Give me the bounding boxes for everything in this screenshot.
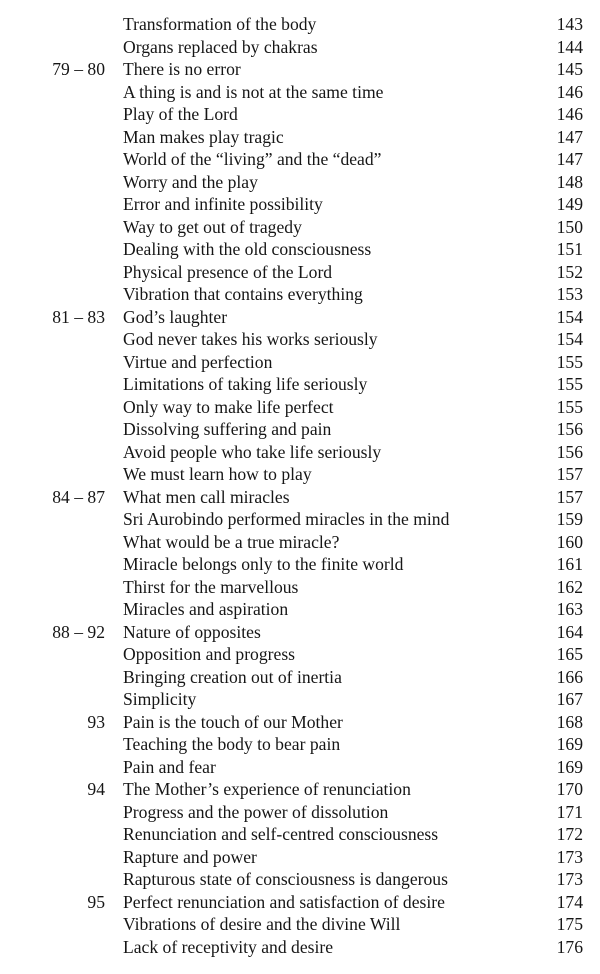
toc-entry — [0, 891, 600, 914]
entry-title: Dealing with the old consciousness — [123, 239, 372, 259]
page-number: 157 — [556, 464, 583, 484]
entry-title: Miracles and aspiration — [123, 599, 289, 619]
section-range: 95 — [87, 891, 105, 912]
page-number: 156 — [556, 441, 583, 462]
entry-title: World of the “living” and the “dead” — [123, 149, 382, 169]
page-number: 147 — [556, 149, 583, 169]
entry-title: Sri Aurobindo performed miracles in the mind — [123, 509, 450, 529]
page-number: 162 — [556, 576, 583, 597]
entry-title: Pain and fear — [123, 756, 216, 777]
toc-entry — [0, 666, 600, 689]
entry-title: Progress and the power of dissolution — [123, 801, 389, 822]
toc-entry — [0, 486, 600, 509]
entry-title: We must learn how to play — [123, 464, 312, 484]
toc-entry — [0, 868, 600, 891]
toc-entry — [0, 621, 600, 644]
toc-entry — [0, 801, 600, 824]
page-number: 170 — [556, 779, 583, 799]
toc-entry — [0, 913, 600, 936]
section-range: 79 – 80 — [52, 59, 105, 79]
section-range: 84 – 87 — [52, 486, 105, 507]
toc-entry — [0, 81, 600, 104]
toc-entry — [0, 936, 600, 959]
entry-title: Man makes play tragic — [123, 126, 284, 147]
page-number: 147 — [556, 126, 583, 147]
page-number: 144 — [556, 36, 583, 57]
section-range: 93 — [87, 711, 105, 732]
toc-entry — [0, 531, 600, 554]
entry-title: Rapturous state of consciousness is dangerous — [123, 869, 448, 889]
entry-title: Error and infinite possibility — [123, 194, 323, 214]
page-number: 151 — [556, 239, 583, 259]
toc-entry — [0, 238, 600, 261]
toc-entry — [0, 58, 600, 81]
entry-title: Limitations of taking life seriously — [123, 374, 368, 394]
entry-title: What men call miracles — [123, 486, 290, 507]
page-number: 175 — [556, 914, 583, 934]
page-number: 155 — [556, 396, 583, 417]
page-number: 167 — [556, 689, 583, 709]
entry-title: Vibration that contains everything — [123, 284, 363, 304]
entry-title: Teaching the body to bear pain — [123, 734, 341, 754]
toc-entry — [0, 261, 600, 284]
page-number: 176 — [556, 936, 583, 957]
table-of-contents — [0, 13, 600, 958]
page-number: 174 — [556, 891, 583, 912]
entry-title: Dissolving suffering and pain — [123, 419, 332, 439]
page-number: 155 — [556, 351, 583, 372]
entry-title: Organs replaced by chakras — [123, 36, 318, 57]
page-number: 171 — [556, 801, 583, 822]
page-number: 166 — [556, 666, 583, 687]
toc-entry — [0, 643, 600, 666]
toc-entry — [0, 441, 600, 464]
toc-entry — [0, 13, 600, 36]
toc-entry — [0, 351, 600, 374]
toc-entry — [0, 576, 600, 599]
toc-entry — [0, 553, 600, 576]
page-number: 159 — [556, 509, 583, 529]
entry-title: The Mother’s experience of renunciation — [123, 779, 411, 799]
toc-entry — [0, 463, 600, 486]
page-number: 154 — [556, 306, 583, 327]
entry-title: Bringing creation out of inertia — [123, 666, 342, 687]
page-number: 163 — [556, 599, 583, 619]
toc-entry — [0, 103, 600, 126]
entry-title: Way to get out of tragedy — [123, 216, 302, 237]
entry-title: Avoid people who take life seriously — [123, 441, 382, 462]
page-number: 169 — [556, 756, 583, 777]
entry-title: Worry and the play — [123, 171, 258, 192]
toc-entry — [0, 193, 600, 216]
toc-entry — [0, 171, 600, 194]
entry-title: Only way to make life perfect — [123, 396, 334, 417]
toc-entry — [0, 823, 600, 846]
toc-entry — [0, 328, 600, 351]
entry-title: Simplicity — [123, 689, 197, 709]
entry-title: Vibrations of desire and the divine Will — [123, 914, 401, 934]
toc-entry — [0, 756, 600, 779]
entry-title: Opposition and progress — [123, 644, 296, 664]
toc-entry — [0, 598, 600, 621]
entry-title: Rapture and power — [123, 846, 257, 867]
page-number: 149 — [556, 194, 583, 214]
entry-title: A thing is and is not at the same time — [123, 81, 384, 102]
entry-title: God never takes his works seriously — [123, 329, 378, 349]
page-number: 150 — [556, 216, 583, 237]
page-number: 148 — [556, 171, 583, 192]
entry-title: Pain is the touch of our Mother — [123, 711, 343, 732]
page-number: 160 — [556, 531, 583, 552]
page-number: 157 — [556, 486, 583, 507]
page-number: 155 — [556, 374, 583, 394]
section-range: 94 — [87, 779, 105, 799]
toc-entry — [0, 373, 600, 396]
toc-entry — [0, 688, 600, 711]
page-number: 152 — [556, 261, 583, 282]
toc-entry — [0, 846, 600, 869]
entry-title: Renunciation and self-centred consciousness — [123, 824, 439, 844]
entry-title: There is no error — [123, 59, 241, 79]
page-number: 165 — [556, 644, 583, 664]
toc-entry — [0, 306, 600, 329]
entry-title: Nature of opposites — [123, 621, 261, 642]
toc-entry — [0, 778, 600, 801]
page-number: 146 — [556, 81, 583, 102]
toc-entry — [0, 148, 600, 171]
page-number: 146 — [556, 104, 583, 124]
toc-entry — [0, 733, 600, 756]
entry-title: Lack of receptivity and desire — [123, 936, 334, 957]
section-range: 88 – 92 — [52, 621, 105, 642]
toc-entry — [0, 216, 600, 239]
toc-entry — [0, 283, 600, 306]
toc-entry — [0, 711, 600, 734]
entry-title: Virtue and perfection — [123, 351, 273, 372]
page-number: 173 — [556, 869, 583, 889]
toc-entry — [0, 508, 600, 531]
page-number: 143 — [556, 14, 583, 34]
section-range: 81 – 83 — [52, 306, 105, 327]
toc-entry — [0, 396, 600, 419]
page-number: 145 — [556, 59, 583, 79]
entry-title: God’s laughter — [123, 306, 228, 327]
entry-title: Transformation of the body — [123, 14, 317, 34]
page-number: 153 — [556, 284, 583, 304]
page-number: 161 — [556, 554, 583, 574]
entry-title: What would be a true miracle? — [123, 531, 340, 552]
page-number: 169 — [556, 734, 583, 754]
toc-entry — [0, 418, 600, 441]
entry-title: Play of the Lord — [123, 104, 238, 124]
page-number: 168 — [556, 711, 583, 732]
entry-title: Thirst for the marvellous — [123, 576, 299, 597]
toc-entry — [0, 36, 600, 59]
page-number: 173 — [556, 846, 583, 867]
toc-entry — [0, 126, 600, 149]
entry-title: Physical presence of the Lord — [123, 261, 333, 282]
page-number: 164 — [556, 621, 583, 642]
page-number: 154 — [556, 329, 583, 349]
page-number: 156 — [556, 419, 583, 439]
page-number: 172 — [556, 824, 583, 844]
entry-title: Perfect renunciation and satisfaction of desire — [123, 891, 445, 912]
entry-title: Miracle belongs only to the finite world — [123, 554, 404, 574]
